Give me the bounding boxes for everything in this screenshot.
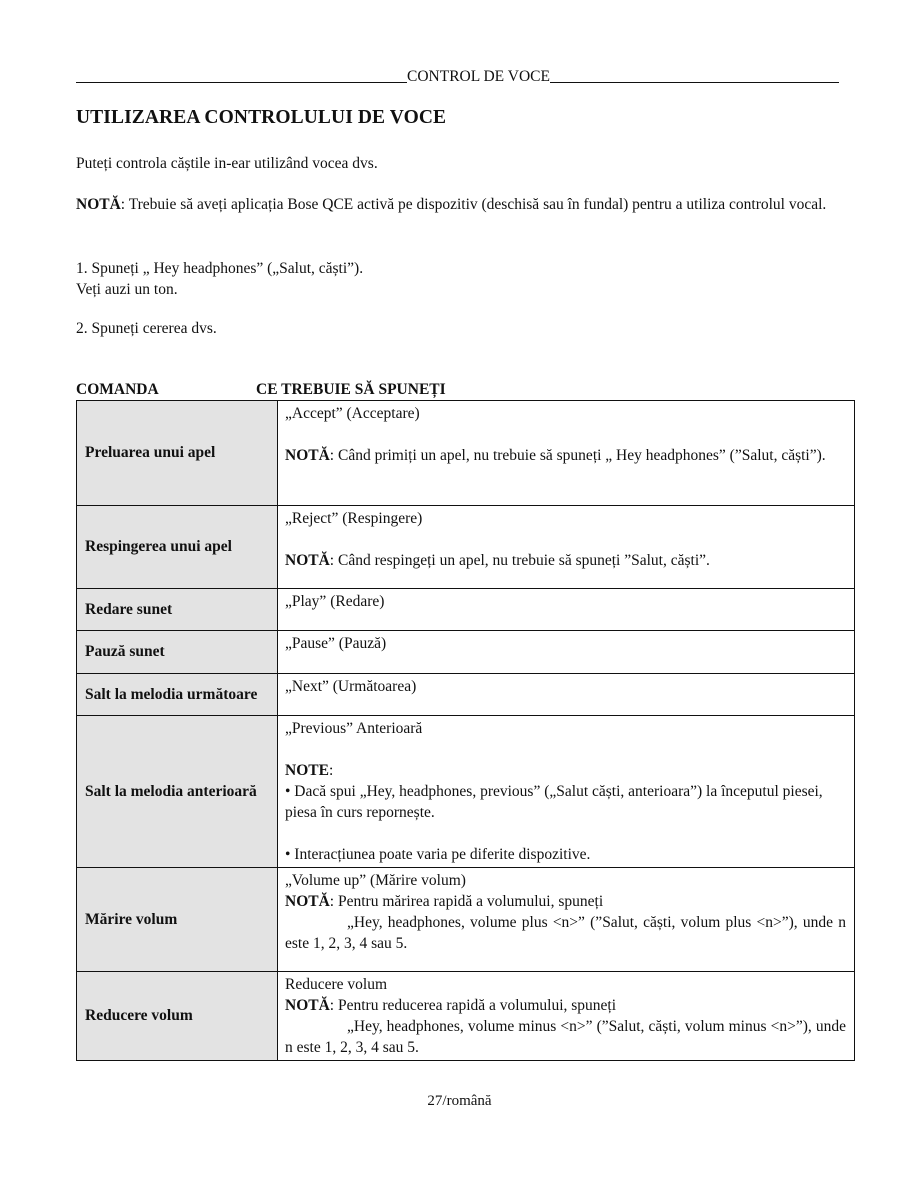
note-label: NOTĂ (76, 196, 121, 213)
note-bullet-2: • Interacțiunea poate varia pe diferite dispozitive. (285, 846, 591, 863)
step-1 (76, 258, 846, 300)
say-cell (278, 972, 855, 1061)
note-bullet-1: • Dacă spui „Hey, headphones, previous” („Salut căști, anterioara”) la începutul piesei, piesa în curs repornește. (285, 783, 823, 821)
say-phrase: „Pause” (Pauză) (285, 635, 387, 652)
page-title: UTILIZAREA CONTROLULUI DE VOCE (76, 107, 447, 128)
table-row (77, 506, 855, 589)
say-phrase: „Previous” Anterioară (285, 720, 423, 737)
page-number: 27/română (427, 1093, 492, 1109)
row-note-label: NOTĂ (285, 447, 330, 464)
intro-text: Puteți controla căștile in-ear utilizând vocea dvs. (76, 155, 378, 172)
row-note-text: : Când primiți un apel, nu trebuie să spuneți „ Hey headphones” (”Salut, căști”). (329, 447, 826, 464)
command-cell: Salt la melodia anterioară (77, 716, 278, 868)
row-detail: „Hey, headphones, volume plus <n>” (”Salut, căști, volum plus <n>”), unde n este 1, 2, 3, 4 sau 5. (285, 914, 846, 952)
say-phrase: „Accept” (Acceptare) (285, 405, 420, 422)
row-note (285, 995, 846, 1016)
command-cell: Pauză sunet (77, 631, 278, 674)
header-rule-right (550, 82, 839, 83)
row-note-text: : Pentru reducerea rapidă a volumului, spuneți (329, 997, 617, 1014)
say-cell (278, 868, 855, 972)
header-rule-left (76, 82, 407, 83)
table-row (77, 972, 855, 1061)
command-cell: Preluarea unui apel (77, 401, 278, 506)
row-note (285, 760, 846, 781)
step-1-instruction: 1. Spuneți „ Hey headphones” („Salut, căști”). (76, 260, 364, 277)
say-phrase: „Volume up” (Mărire volum) (285, 872, 466, 889)
row-note-suffix: : (328, 762, 334, 779)
command-cell: Redare sunet (77, 589, 278, 631)
table-row (77, 868, 855, 972)
step-1-result: Veți auzi un ton. (76, 281, 178, 298)
step-2-instruction: 2. Spuneți cererea dvs. (76, 320, 217, 337)
note-text: : Trebuie să aveți aplicația Bose QCE activă pe dispozitiv (deschisă sau în fundal) pentru a utiliza controlul vocal. (120, 196, 827, 213)
row-note (285, 550, 846, 571)
say-phrase: Reducere volum (285, 976, 388, 993)
command-cell: Salt la melodia următoare (77, 674, 278, 716)
column-header-command: COMANDA (76, 381, 159, 398)
say-phrase: „Play” (Redare) (285, 593, 385, 610)
say-cell (278, 674, 855, 716)
note-paragraph (76, 194, 846, 215)
row-note-label: NOTĂ (285, 552, 330, 569)
table-row (77, 674, 855, 716)
row-note-label: NOTE (285, 762, 329, 779)
table-row (77, 589, 855, 631)
column-header-say: CE TREBUIE SĂ SPUNEȚI (256, 381, 446, 398)
step-2 (76, 318, 846, 339)
say-cell (278, 589, 855, 631)
command-cell: Mărire volum (77, 868, 278, 972)
row-detail: „Hey, headphones, volume minus <n>” (”Salut, căști, volum minus <n>”), unde n este 1, 2, 3, 4 sau 5. (285, 1018, 846, 1056)
row-note-text: : Când respingeți un apel, nu trebuie să spuneți ”Salut, căști”. (329, 552, 710, 569)
page-header (76, 66, 839, 86)
say-cell (278, 716, 855, 868)
row-note-text: : Pentru mărirea rapidă a volumului, spuneți (329, 893, 604, 910)
header-section-title: CONTROL DE VOCE (407, 68, 550, 85)
command-cell: Respingerea unui apel (77, 506, 278, 589)
say-cell (278, 401, 855, 506)
row-note-label: NOTĂ (285, 893, 330, 910)
table-row (77, 631, 855, 674)
table-row (77, 401, 855, 506)
say-phrase: „Reject” (Respingere) (285, 510, 423, 527)
row-note (285, 445, 846, 466)
row-note-label: NOTĂ (285, 997, 330, 1014)
table-row (77, 716, 855, 868)
row-note (285, 891, 846, 912)
say-cell (278, 631, 855, 674)
say-phrase: „Next” (Următoarea) (285, 678, 417, 695)
command-cell: Reducere volum (77, 972, 278, 1061)
say-cell (278, 506, 855, 589)
voice-command-table (76, 400, 855, 1061)
